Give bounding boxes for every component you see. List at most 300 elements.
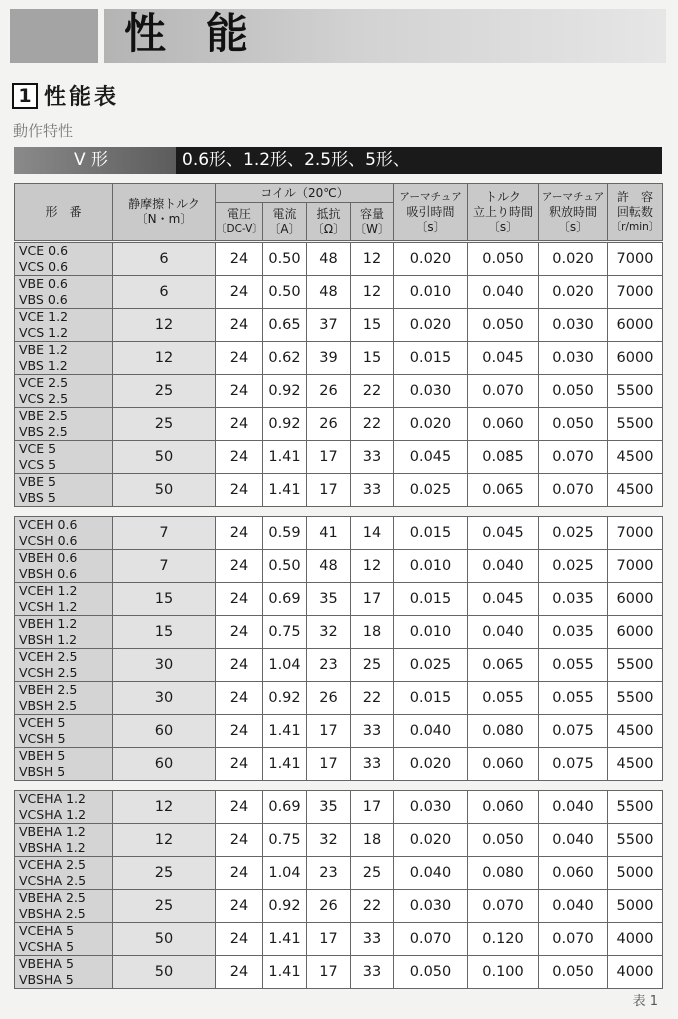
table-row	[15, 824, 663, 857]
model-cell	[15, 408, 113, 441]
resistance-cell: 32	[307, 616, 351, 649]
current-cell: 0.92	[263, 890, 307, 923]
attract-time-cell: 0.025	[394, 474, 468, 507]
voltage-cell: 24	[216, 243, 263, 276]
voltage-cell: 24	[216, 649, 263, 682]
torque-cell: 12	[113, 342, 216, 375]
rise-time-cell: 0.055	[468, 682, 539, 715]
torque-cell: 7	[113, 517, 216, 550]
model-name: VCS 0.6	[19, 259, 69, 274]
header-resistance: 抵抗 〔Ω〕	[307, 203, 351, 241]
model-cell	[15, 682, 113, 715]
capacity-cell: 14	[351, 517, 394, 550]
table-row	[15, 276, 663, 309]
release-time-cell: 0.035	[539, 583, 608, 616]
current-cell: 1.41	[263, 923, 307, 956]
release-time-cell: 0.055	[539, 682, 608, 715]
torque-cell: 25	[113, 375, 216, 408]
voltage-cell: 24	[216, 550, 263, 583]
attract-time-cell: 0.020	[394, 748, 468, 781]
release-time-cell: 0.025	[539, 550, 608, 583]
model-cell	[15, 583, 113, 616]
table-row	[15, 583, 663, 616]
voltage-cell: 24	[216, 791, 263, 824]
capacity-cell: 33	[351, 441, 394, 474]
type-label-bar	[14, 147, 176, 174]
release-time-cell: 0.050	[539, 408, 608, 441]
speed-cell: 5500	[608, 375, 663, 408]
rise-time-cell: 0.050	[468, 309, 539, 342]
speed-cell: 5500	[608, 408, 663, 441]
release-time-cell: 0.020	[539, 276, 608, 309]
speed-cell: 6000	[608, 342, 663, 375]
model-name: VCE 2.5	[19, 375, 69, 390]
model-name: VCE 5	[19, 441, 57, 456]
capacity-cell: 18	[351, 616, 394, 649]
release-time-cell: 0.030	[539, 342, 608, 375]
capacity-cell: 25	[351, 649, 394, 682]
model-cell	[15, 857, 113, 890]
table-row	[15, 616, 663, 649]
speed-cell: 5000	[608, 890, 663, 923]
attract-time-cell: 0.015	[394, 682, 468, 715]
size-label: 0.6形、1.2形、2.5形、5形、	[182, 150, 410, 170]
attract-time-cell: 0.010	[394, 550, 468, 583]
model-cell	[15, 748, 113, 781]
resistance-cell: 17	[307, 748, 351, 781]
current-cell: 0.92	[263, 682, 307, 715]
spec-table-group	[14, 242, 663, 507]
capacity-cell: 22	[351, 890, 394, 923]
table-row	[15, 243, 663, 276]
resistance-cell: 17	[307, 923, 351, 956]
current-cell: 1.41	[263, 748, 307, 781]
model-name: VBEHA 5	[19, 956, 74, 971]
release-time-cell: 0.075	[539, 748, 608, 781]
current-cell: 0.65	[263, 309, 307, 342]
model-name: VCSH 5	[19, 731, 66, 746]
header-accent-block	[10, 9, 98, 63]
attract-time-cell: 0.025	[394, 649, 468, 682]
torque-cell: 6	[113, 243, 216, 276]
resistance-cell: 41	[307, 517, 351, 550]
speed-cell: 7000	[608, 243, 663, 276]
attract-time-cell: 0.010	[394, 616, 468, 649]
table-row	[15, 791, 663, 824]
model-cell	[15, 923, 113, 956]
model-name: VBS 0.6	[19, 292, 68, 307]
resistance-cell: 17	[307, 441, 351, 474]
release-time-cell: 0.050	[539, 956, 608, 989]
model-name: VBSH 0.6	[19, 566, 78, 581]
speed-cell: 5000	[608, 857, 663, 890]
model-name: VBE 0.6	[19, 276, 68, 291]
rise-time-cell: 0.100	[468, 956, 539, 989]
attract-time-cell: 0.015	[394, 517, 468, 550]
table-row	[15, 748, 663, 781]
voltage-cell: 24	[216, 890, 263, 923]
model-name: VBSH 2.5	[19, 698, 78, 713]
rise-time-cell: 0.050	[468, 243, 539, 276]
speed-cell: 5500	[608, 791, 663, 824]
size-label-bar	[176, 147, 662, 174]
spec-table-group	[14, 516, 663, 781]
resistance-cell: 35	[307, 583, 351, 616]
voltage-cell: 24	[216, 309, 263, 342]
torque-cell: 30	[113, 682, 216, 715]
model-name: VCE 0.6	[19, 243, 69, 258]
current-cell: 0.50	[263, 276, 307, 309]
model-name: VBEH 1.2	[19, 616, 78, 631]
attract-time-cell: 0.015	[394, 342, 468, 375]
model-cell	[15, 441, 113, 474]
torque-cell: 15	[113, 583, 216, 616]
speed-cell: 4000	[608, 923, 663, 956]
model-cell	[15, 715, 113, 748]
model-name: VBSH 1.2	[19, 632, 78, 647]
model-name: VCEHA 5	[19, 923, 75, 938]
resistance-cell: 48	[307, 276, 351, 309]
model-name: VBS 5	[19, 490, 56, 505]
speed-cell: 6000	[608, 309, 663, 342]
type-label: V 形	[74, 150, 109, 170]
resistance-cell: 39	[307, 342, 351, 375]
spec-table-group	[14, 790, 663, 989]
rise-time-cell: 0.080	[468, 715, 539, 748]
release-time-cell: 0.030	[539, 309, 608, 342]
model-cell	[15, 309, 113, 342]
attract-time-cell: 0.030	[394, 375, 468, 408]
resistance-cell: 17	[307, 956, 351, 989]
current-cell: 0.62	[263, 342, 307, 375]
release-time-cell: 0.020	[539, 243, 608, 276]
release-time-cell: 0.070	[539, 474, 608, 507]
table-row	[15, 342, 663, 375]
voltage-cell: 24	[216, 342, 263, 375]
model-name: VCSH 0.6	[19, 533, 78, 548]
voltage-cell: 24	[216, 616, 263, 649]
current-cell: 0.69	[263, 583, 307, 616]
current-cell: 0.50	[263, 550, 307, 583]
torque-cell: 60	[113, 748, 216, 781]
speed-cell: 4000	[608, 956, 663, 989]
model-cell	[15, 791, 113, 824]
rise-time-cell: 0.080	[468, 857, 539, 890]
table-row	[15, 474, 663, 507]
rise-time-cell: 0.050	[468, 824, 539, 857]
release-time-cell: 0.050	[539, 375, 608, 408]
speed-cell: 4500	[608, 715, 663, 748]
resistance-cell: 23	[307, 857, 351, 890]
attract-time-cell: 0.015	[394, 583, 468, 616]
rise-time-cell: 0.045	[468, 583, 539, 616]
resistance-cell: 35	[307, 791, 351, 824]
attract-time-cell: 0.050	[394, 956, 468, 989]
table-row	[15, 890, 663, 923]
model-name: VCSHA 5	[19, 939, 75, 954]
speed-cell: 7000	[608, 276, 663, 309]
resistance-cell: 17	[307, 715, 351, 748]
voltage-cell: 24	[216, 748, 263, 781]
table-caption: 表 1	[632, 994, 658, 1009]
rise-time-cell: 0.070	[468, 375, 539, 408]
header-release-time: アーマチュア 釈放時間 〔s〕	[539, 184, 608, 241]
torque-cell: 25	[113, 408, 216, 441]
voltage-cell: 24	[216, 408, 263, 441]
model-name: VCEH 2.5	[19, 649, 78, 664]
header-torque: 静摩擦トルク 〔N・m〕	[113, 184, 216, 241]
rise-time-cell: 0.060	[468, 748, 539, 781]
voltage-cell: 24	[216, 956, 263, 989]
table-row	[15, 517, 663, 550]
speed-cell: 5500	[608, 649, 663, 682]
rise-time-cell: 0.065	[468, 474, 539, 507]
voltage-cell: 24	[216, 682, 263, 715]
model-name: VBE 1.2	[19, 342, 68, 357]
attract-time-cell: 0.040	[394, 715, 468, 748]
model-name: VCS 5	[19, 457, 57, 472]
rise-time-cell: 0.085	[468, 441, 539, 474]
attract-time-cell: 0.030	[394, 791, 468, 824]
current-cell: 1.41	[263, 441, 307, 474]
current-cell: 1.41	[263, 715, 307, 748]
table-row	[15, 857, 663, 890]
release-time-cell: 0.025	[539, 517, 608, 550]
release-time-cell: 0.035	[539, 616, 608, 649]
speed-cell: 5500	[608, 824, 663, 857]
section-title: 性能表	[44, 85, 120, 110]
model-cell	[15, 550, 113, 583]
header-attract-time: アーマチュア 吸引時間 〔s〕	[394, 184, 468, 241]
current-cell: 0.92	[263, 408, 307, 441]
current-cell: 0.59	[263, 517, 307, 550]
rise-time-cell: 0.040	[468, 616, 539, 649]
model-name: VBE 5	[19, 474, 56, 489]
voltage-cell: 24	[216, 923, 263, 956]
model-cell	[15, 956, 113, 989]
capacity-cell: 33	[351, 956, 394, 989]
rise-time-cell: 0.040	[468, 550, 539, 583]
table-row	[15, 309, 663, 342]
torque-cell: 50	[113, 923, 216, 956]
torque-cell: 7	[113, 550, 216, 583]
model-cell	[15, 649, 113, 682]
speed-cell: 4500	[608, 474, 663, 507]
capacity-cell: 33	[351, 923, 394, 956]
resistance-cell: 48	[307, 243, 351, 276]
torque-cell: 12	[113, 791, 216, 824]
table-row	[15, 956, 663, 989]
voltage-cell: 24	[216, 583, 263, 616]
section-number: 1	[12, 83, 38, 109]
model-name: VBEHA 2.5	[19, 890, 86, 905]
model-name: VBSH 5	[19, 764, 66, 779]
capacity-cell: 12	[351, 276, 394, 309]
current-cell: 1.41	[263, 956, 307, 989]
release-time-cell: 0.060	[539, 857, 608, 890]
capacity-cell: 12	[351, 550, 394, 583]
model-name: VBEH 2.5	[19, 682, 78, 697]
capacity-cell: 15	[351, 309, 394, 342]
speed-cell: 7000	[608, 517, 663, 550]
torque-cell: 30	[113, 649, 216, 682]
model-name: VCEHA 1.2	[19, 791, 86, 806]
capacity-cell: 22	[351, 375, 394, 408]
model-name: VCE 1.2	[19, 309, 69, 324]
capacity-cell: 33	[351, 748, 394, 781]
current-cell: 1.04	[263, 649, 307, 682]
resistance-cell: 26	[307, 375, 351, 408]
model-name: VBEHA 1.2	[19, 824, 86, 839]
capacity-cell: 17	[351, 791, 394, 824]
model-name: VCEH 5	[19, 715, 66, 730]
speed-cell: 6000	[608, 583, 663, 616]
capacity-cell: 25	[351, 857, 394, 890]
capacity-cell: 33	[351, 715, 394, 748]
rise-time-cell: 0.060	[468, 791, 539, 824]
header-capacity: 容量 〔W〕	[351, 203, 394, 241]
attract-time-cell: 0.020	[394, 408, 468, 441]
voltage-cell: 24	[216, 517, 263, 550]
table-row	[15, 682, 663, 715]
capacity-cell: 15	[351, 342, 394, 375]
capacity-cell: 22	[351, 408, 394, 441]
table-row	[15, 649, 663, 682]
attract-time-cell: 0.045	[394, 441, 468, 474]
current-cell: 0.75	[263, 824, 307, 857]
attract-time-cell: 0.040	[394, 857, 468, 890]
torque-cell: 12	[113, 309, 216, 342]
rise-time-cell: 0.120	[468, 923, 539, 956]
model-name: VBSHA 2.5	[19, 906, 86, 921]
capacity-cell: 33	[351, 474, 394, 507]
model-name: VBEH 5	[19, 748, 66, 763]
model-name: VCS 2.5	[19, 391, 69, 406]
spec-table-header	[14, 183, 663, 241]
resistance-cell: 26	[307, 682, 351, 715]
torque-cell: 25	[113, 857, 216, 890]
rise-time-cell: 0.045	[468, 342, 539, 375]
rise-time-cell: 0.065	[468, 649, 539, 682]
capacity-cell: 17	[351, 583, 394, 616]
model-cell	[15, 474, 113, 507]
torque-cell: 25	[113, 890, 216, 923]
release-time-cell: 0.075	[539, 715, 608, 748]
current-cell: 0.92	[263, 375, 307, 408]
torque-cell: 50	[113, 474, 216, 507]
header-voltage: 電圧 〔DC-V〕	[216, 203, 263, 241]
resistance-cell: 48	[307, 550, 351, 583]
rise-time-cell: 0.045	[468, 517, 539, 550]
model-name: VBE 2.5	[19, 408, 68, 423]
resistance-cell: 26	[307, 408, 351, 441]
model-name: VCSHA 2.5	[19, 873, 87, 888]
release-time-cell: 0.040	[539, 791, 608, 824]
resistance-cell: 32	[307, 824, 351, 857]
model-name: VCSH 1.2	[19, 599, 78, 614]
voltage-cell: 24	[216, 824, 263, 857]
release-time-cell: 0.070	[539, 441, 608, 474]
header-speed: 許 容 回転数 〔r/min〕	[608, 184, 663, 241]
torque-cell: 15	[113, 616, 216, 649]
model-name: VBS 1.2	[19, 358, 68, 373]
model-name: VCSHA 1.2	[19, 807, 87, 822]
table-row	[15, 715, 663, 748]
torque-cell: 60	[113, 715, 216, 748]
model-cell	[15, 276, 113, 309]
torque-cell: 6	[113, 276, 216, 309]
model-cell	[15, 890, 113, 923]
model-name: VCEHA 2.5	[19, 857, 86, 872]
resistance-cell: 37	[307, 309, 351, 342]
voltage-cell: 24	[216, 715, 263, 748]
rise-time-cell: 0.060	[468, 408, 539, 441]
model-name: VBSHA 1.2	[19, 840, 86, 855]
section-subtitle: 動作特性	[13, 122, 74, 140]
header-coil: コイル（20℃）	[216, 184, 394, 203]
attract-time-cell: 0.030	[394, 890, 468, 923]
model-name: VBEH 0.6	[19, 550, 78, 565]
speed-cell: 7000	[608, 550, 663, 583]
attract-time-cell: 0.070	[394, 923, 468, 956]
release-time-cell: 0.055	[539, 649, 608, 682]
table-row	[15, 923, 663, 956]
current-cell: 0.50	[263, 243, 307, 276]
voltage-cell: 24	[216, 857, 263, 890]
rise-time-cell: 0.040	[468, 276, 539, 309]
model-cell	[15, 243, 113, 276]
speed-cell: 6000	[608, 616, 663, 649]
attract-time-cell: 0.020	[394, 824, 468, 857]
capacity-cell: 22	[351, 682, 394, 715]
model-cell	[15, 375, 113, 408]
model-name: VBSHA 5	[19, 972, 74, 987]
header-model: 形 番	[15, 184, 113, 241]
attract-time-cell: 0.020	[394, 309, 468, 342]
model-name: VCEH 1.2	[19, 583, 78, 598]
model-cell	[15, 824, 113, 857]
voltage-cell: 24	[216, 441, 263, 474]
model-name: VBS 2.5	[19, 424, 68, 439]
current-cell: 1.04	[263, 857, 307, 890]
current-cell: 1.41	[263, 474, 307, 507]
capacity-cell: 12	[351, 243, 394, 276]
page-title: 性能	[124, 9, 289, 58]
header-rise-time: トルク 立上り時間 〔s〕	[468, 184, 539, 241]
attract-time-cell: 0.010	[394, 276, 468, 309]
table-row	[15, 375, 663, 408]
model-cell	[15, 517, 113, 550]
torque-cell: 50	[113, 441, 216, 474]
current-cell: 0.75	[263, 616, 307, 649]
model-cell	[15, 342, 113, 375]
table-row	[15, 441, 663, 474]
release-time-cell: 0.070	[539, 923, 608, 956]
release-time-cell: 0.040	[539, 890, 608, 923]
speed-cell: 4500	[608, 441, 663, 474]
model-name: VCEH 0.6	[19, 517, 78, 532]
model-name: VCSH 2.5	[19, 665, 78, 680]
capacity-cell: 18	[351, 824, 394, 857]
release-time-cell: 0.040	[539, 824, 608, 857]
attract-time-cell: 0.020	[394, 243, 468, 276]
resistance-cell: 17	[307, 474, 351, 507]
speed-cell: 5500	[608, 682, 663, 715]
table-row	[15, 550, 663, 583]
voltage-cell: 24	[216, 276, 263, 309]
voltage-cell: 24	[216, 375, 263, 408]
voltage-cell: 24	[216, 474, 263, 507]
